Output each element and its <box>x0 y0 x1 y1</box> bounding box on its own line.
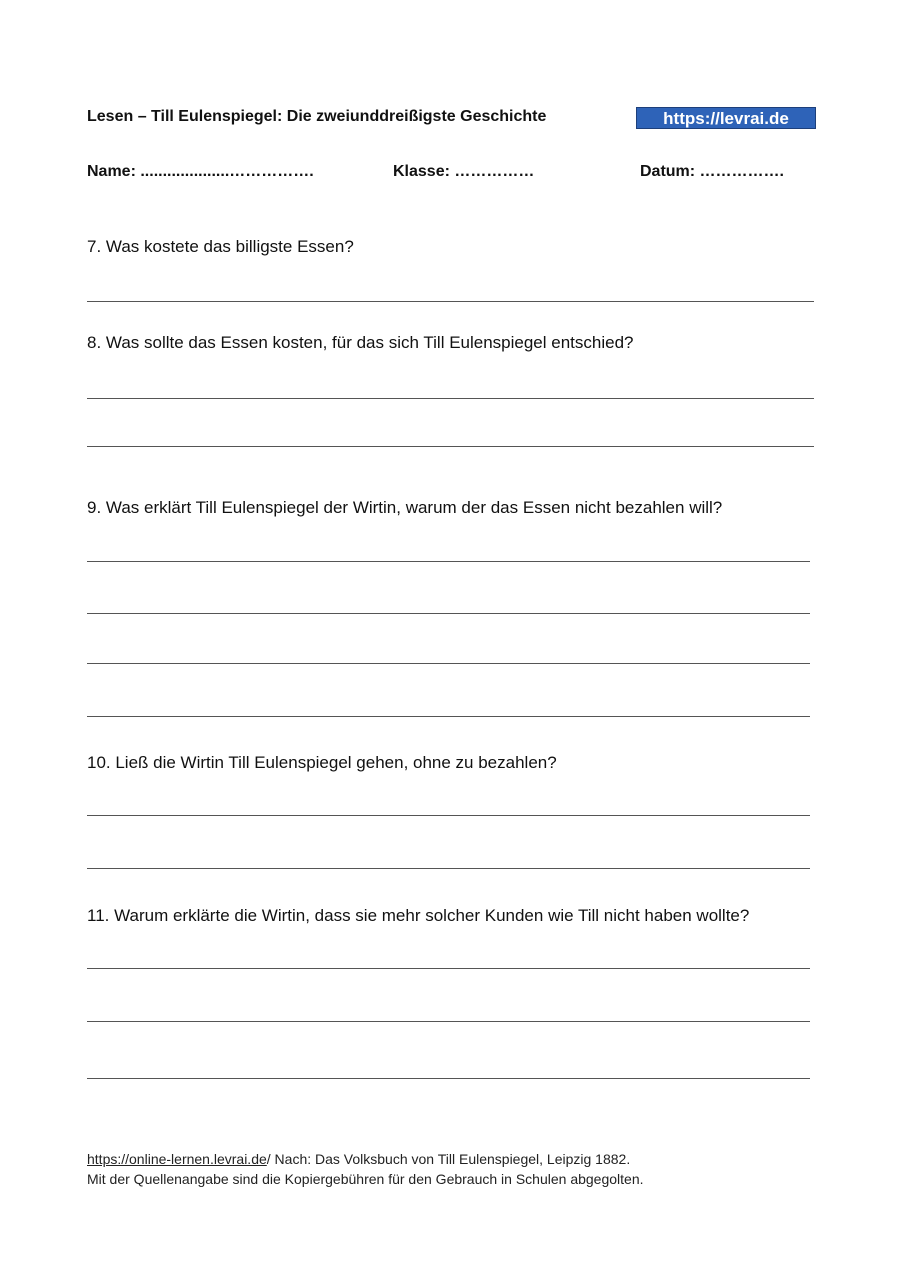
footer-link[interactable]: https://online-lernen.levrai.de <box>87 1151 267 1167</box>
worksheet-title: Lesen – Till Eulenspiegel: Die zweiunddreißigste Geschichte <box>87 108 547 125</box>
answer-line[interactable] <box>87 398 814 399</box>
website-badge[interactable]: https://levrai.de <box>636 107 816 129</box>
name-field: Name: ....................……………. <box>87 163 314 180</box>
footer-source <box>87 1151 630 1167</box>
answer-line[interactable] <box>87 815 810 816</box>
footer-source-text: / Nach: Das Volksbuch von Till Eulenspiegel, Leipzig 1882. <box>266 1151 631 1167</box>
answer-line[interactable] <box>87 1078 810 1079</box>
answer-line[interactable] <box>87 663 810 664</box>
question-11: 11. Warum erklärte die Wirtin, dass sie mehr solcher Kunden wie Till nicht haben wollte? <box>87 906 750 925</box>
question-8: 8. Was sollte das Essen kosten, für das sich Till Eulenspiegel entschied? <box>87 333 634 352</box>
answer-line[interactable] <box>87 301 814 302</box>
question-9: 9. Was erklärt Till Eulenspiegel der Wirtin, warum der das Essen nicht bezahlen will? <box>87 498 723 517</box>
klasse-field: Klasse: …………… <box>393 163 535 180</box>
answer-line[interactable] <box>87 968 810 969</box>
question-10: 10. Ließ die Wirtin Till Eulenspiegel gehen, ohne zu bezahlen? <box>87 753 557 772</box>
answer-line[interactable] <box>87 561 810 562</box>
datum-field: Datum: ……………. <box>640 163 784 180</box>
question-7: 7. Was kostete das billigste Essen? <box>87 237 354 256</box>
answer-line[interactable] <box>87 1021 810 1022</box>
answer-line[interactable] <box>87 446 814 447</box>
answer-line[interactable] <box>87 716 810 717</box>
answer-line[interactable] <box>87 613 810 614</box>
answer-line[interactable] <box>87 868 810 869</box>
footer-note: Mit der Quellenangabe sind die Kopiergebühren für den Gebrauch in Schulen abgegolten. <box>87 1171 644 1187</box>
